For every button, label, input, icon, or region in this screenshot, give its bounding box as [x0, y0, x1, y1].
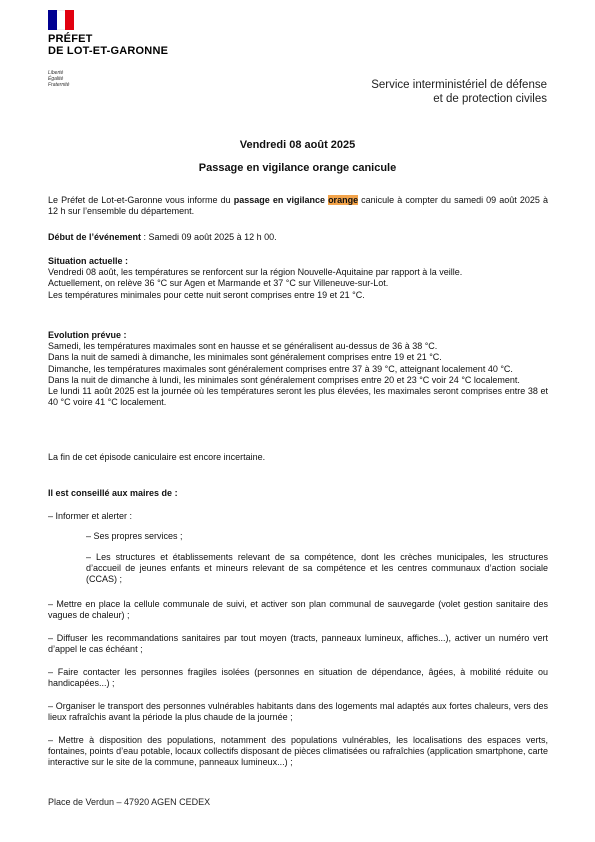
devise-liberte: Liberté [48, 70, 64, 76]
prefet-line1: PRÉFET [48, 33, 93, 45]
situation-label: Situation actuelle : [48, 256, 129, 266]
devise-egalite: Égalité [48, 76, 64, 82]
conseil-item-5: – Organiser le transport des personnes vulnérables habitants dans des logements mal adaptés aux fortes chaleurs, vers des lieux rafraîchis avant la période la plus chaude de la journée ; [48, 701, 548, 723]
evolution-label: Evolution prévue : [48, 330, 127, 340]
vigilance-orange-highlight: orange [328, 195, 359, 205]
prefet-title [48, 33, 168, 57]
fin-paragraph: La fin de cet épisode caniculaire est encore incertaine. [48, 452, 266, 462]
intro-before: Le Préfet de Lot-et-Garonne vous informe du [48, 195, 234, 205]
situation-line3: Les températures minimales pour cette nuit seront comprises entre 19 et 21 °C. [48, 289, 365, 300]
conseil-item-6: – Mettre à disposition des populations, notamment des populations vulnérables, les localisations des espaces verts, fontaines, points d’eau potable, locaux collectifs disposant de pièces climatisées ou rafraîchies (application smartphone, carte interactive sur le site de la commune, panneaux lumineux...) ; [48, 735, 548, 768]
conseil-label: Il est conseillé aux maires de : [48, 488, 178, 498]
evolution-line4: Dans la nuit de dimanche à lundi, les minimales sont généralement comprises entre 20 et 23 °C voir 24 °C localement. [48, 374, 520, 385]
footer-address: Place de Verdun – 47920 AGEN CEDEX [48, 797, 211, 807]
prefet-line2: DE LOT-ET-GARONNE [48, 45, 169, 57]
conseil-item-4: – Faire contacter les personnes fragiles isolées (personnes en situation de dépendance, âgées, à mobilité réduite ou handicapées...) ; [48, 667, 548, 689]
devise [48, 70, 69, 88]
conseil-item-1: – Informer et alerter : [48, 511, 133, 521]
service-line2: et de protection civiles [433, 93, 547, 105]
debut-label: Début de l’événement [48, 232, 142, 242]
service-line1: Service interministériel de défense [371, 79, 547, 91]
intro-after: canicule à compter du samedi 09 août 2025 à 12 h sur l’ensemble du département. [48, 195, 549, 217]
document-subject: Passage en vigilance orange canicule [198, 162, 397, 174]
flag-blue-band [48, 10, 57, 30]
republique-flag-logo [48, 10, 74, 30]
service-name [371, 78, 547, 106]
conseil-paragraph [48, 488, 548, 499]
conseil-item-3: – Diffuser les recommandations sanitaires par tout moyen (tracts, panneaux lumineux, affiches...), activer un numéro vert d’appel le cas échéant ; [48, 633, 548, 655]
conseil-sub-1: – Ses propres services ; [86, 531, 183, 541]
evolution-line2: Dans la nuit de samedi à dimanche, les minimales sont généralement comprises entre 19 et 21 °C. [48, 352, 442, 363]
evolution-section [48, 330, 548, 408]
situation-line1: Vendredi 08 août, les températures se renforcent sur la région Nouvelle-Aquitaine par rapport à la veille. [48, 267, 463, 278]
flag-white-band [57, 10, 66, 30]
evolution-line1: Samedi, les températures maximales sont en hausse et se généralisent au-dessus de 36 à 38 °C. [48, 341, 438, 352]
evolution-line5: Le lundi 11 août 2025 est la journée où les températures seront les plus élevées, les maximales seront comprises entre 38 et 40 °C voire 41 °C localement. [48, 386, 548, 408]
evolution-line3: Dimanche, les températures maximales sont généralement comprises entre 37 à 39 °C, atteignant localement 40 °C. [48, 363, 513, 374]
conseil-item-2: – Mettre en place la cellule communale de suivi, et activer son plan communal de sauvegarde (volet gestion sanitaire des vagues de chaleur) ; [48, 599, 548, 621]
conseil-sub-2: – Les structures et établissements relevant de sa compétence, dont les crèches municipales, les structures d’accueil de jeunes enfants et mineurs relevant de sa compétence et les centres communaux d’action sociale (CCAS) ; [86, 552, 548, 585]
intro-paragraph [48, 195, 548, 217]
debut-text: : Samedi 09 août 2025 à 12 h 00. [141, 232, 277, 242]
document-date: Vendredi 08 août 2025 [239, 139, 356, 151]
situation-section [48, 256, 548, 301]
intro-bold: passage en vigilance [233, 195, 329, 205]
situation-line2: Actuellement, on relève 36 °C sur Agen et Marmande et 37 °C sur Villeneuve-sur-Lot. [48, 278, 389, 289]
devise-fraternite: Fraternité [48, 82, 70, 88]
debut-paragraph [48, 232, 548, 243]
flag-red-band [65, 10, 74, 30]
